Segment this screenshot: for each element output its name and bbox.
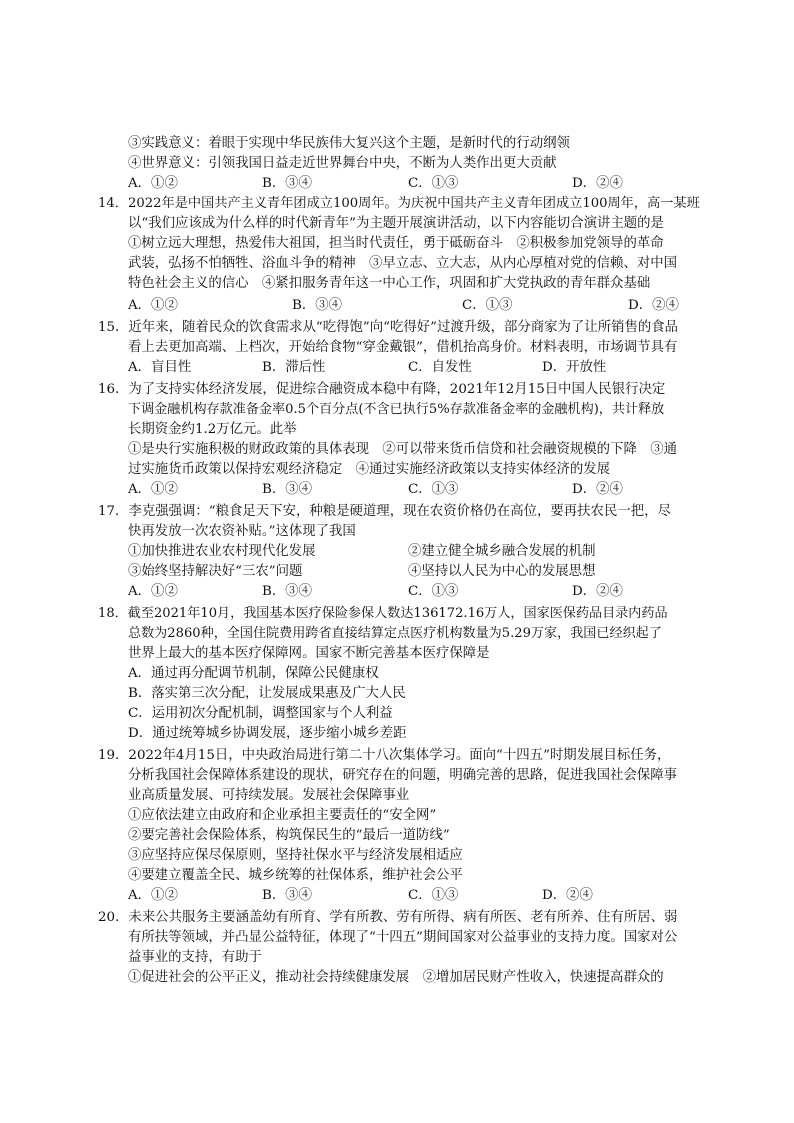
q19-line-2: 分析我国社会保障体系建设的现状，研究存在的问题，明确完善的思路，促进我国社会保障事 bbox=[128, 768, 678, 783]
q19-option-d: D．②④ bbox=[542, 888, 593, 903]
q14-option-a: A．①② bbox=[128, 298, 178, 313]
q15-line-2: 看上去更加高端、上档次，开始给食物“穿金戴银”，借机抬高身价。材料表明，市场调节具有 bbox=[128, 340, 678, 355]
q14-line-4: 武装，弘扬不怕牺牲、浴血斗争的精神 ③早立志、立大志，从内心厚植对党的信赖、对中国 bbox=[128, 256, 678, 271]
q17-option-d: D．②④ bbox=[572, 584, 623, 599]
q18-option-a: A．通过再分配调节机制，保障公民健康权 bbox=[128, 666, 379, 681]
q20-line-4: ①促进社会的公平正义，推动社会持续健康发展 ②增加居民财产性收入，快速提高群众的 bbox=[128, 970, 664, 985]
q17-option-a: A．①② bbox=[128, 584, 178, 599]
q14-option-c: C．①③ bbox=[462, 298, 513, 313]
q13-option-b: B．③④ bbox=[262, 176, 313, 191]
q13-statement-3: ③实践意义：着眼于实现中华民族伟大复兴这个主题，是新时代的行动纲领 bbox=[128, 136, 570, 151]
q13-option-a: A．①② bbox=[128, 176, 178, 191]
q19-option-a: A．①② bbox=[128, 888, 178, 903]
q16-option-a: A．①② bbox=[128, 482, 178, 497]
q19-line-3: 业高质量发展、可持续发展。发展社会保障事业 bbox=[128, 788, 410, 803]
q17-option-c: C．①③ bbox=[408, 584, 459, 599]
q17-statement-1: ①加快推进农业农村现代化发展 bbox=[128, 544, 316, 559]
q19-option-c: C．①③ bbox=[408, 888, 459, 903]
q18-line-1: 18．截至2021年10月，我国基本医疗保险参保人数达136172.16万人，国家医保药品目录内药品 bbox=[98, 606, 668, 621]
q19-statement-1: ①应依法建立由政府和企业承担主要责任的“安全网” bbox=[128, 808, 437, 823]
q14-line-5: 特色社会主义的信心 ④紧扣服务青年这一中心工作，巩固和扩大党执政的青年群众基础 bbox=[128, 276, 651, 291]
q15-option-d: D．开放性 bbox=[542, 360, 607, 375]
q14-line-1: 14．2022年是中国共产主义青年团成立100周年。为庆祝中国共产主义青年团成立100周年，高一某班 bbox=[98, 196, 700, 211]
q13-option-c: C．①③ bbox=[408, 176, 459, 191]
q14-option-d: D．②④ bbox=[628, 298, 679, 313]
q16-line-5: 过实施货币政策以保持宏观经济稳定 ④通过实施经济政策以支持实体经济的发展 bbox=[128, 462, 611, 477]
q14-option-b: B．③④ bbox=[292, 298, 343, 313]
q20-line-3: 益事业的支持，有助于 bbox=[128, 950, 262, 965]
q16-line-1: 16．为了支持实体经济发展，促进综合融资成本稳中有降，2021年12月15日中国人民银行决定 bbox=[98, 382, 666, 397]
q15-option-b: B．滞后性 bbox=[262, 360, 326, 375]
q16-line-3: 长期资金约1.2万亿元。此举 bbox=[128, 422, 297, 437]
q15-option-c: C．自发性 bbox=[408, 360, 472, 375]
q16-line-2: 下调金融机构存款准备金率0.5个百分点(不含已执行5%存款准备金率的金融机构)，共计释放 bbox=[128, 402, 665, 417]
q18-option-d: D．通过统筹城乡协调发展，逐步缩小城乡差距 bbox=[128, 726, 407, 741]
q18-line-2: 总数为2860种，全国住院费用跨省直接结算定点医疗机构数量为5.29万家，我国已经织起了 bbox=[128, 626, 662, 641]
q13-statement-4: ④世界意义：引领我国日益走近世界舞台中央，不断为人类作出更大贡献 bbox=[128, 156, 557, 171]
q14-line-2: 以“我们应该成为什么样的时代新青年”为主题开展演讲活动，以下内容能切合演讲主题的是 bbox=[128, 216, 664, 231]
q16-option-d: D．②④ bbox=[572, 482, 623, 497]
q15-line-1: 15．近年来，随着民众的饮食需求从“吃得饱”向“吃得好”过渡升级，部分商家为了让所销售的食品 bbox=[98, 320, 679, 335]
q19-line-1: 19．2022年4月15日，中央政治局进行第二十八次集体学习。面向“十四五”时期发展目标任务， bbox=[98, 748, 671, 763]
q17-statement-4: ④坚持以人民为中心的发展思想 bbox=[408, 564, 596, 579]
q16-option-b: B．③④ bbox=[262, 482, 313, 497]
q17-statement-2: ②建立健全城乡融合发展的机制 bbox=[408, 544, 596, 559]
q19-statement-4: ④要建立覆盖全民、城乡统筹的社保体系，维护社会公平 bbox=[128, 868, 463, 883]
q18-option-b: B．落实第三次分配，让发展成果惠及广大人民 bbox=[128, 686, 406, 701]
q17-option-b: B．③④ bbox=[262, 584, 313, 599]
q20-line-2: 有所扶等领域，并凸显公益特征，体现了“十四五”期间国家对公益事业的支持力度。国家对公 bbox=[128, 930, 678, 945]
q16-line-4: ①是央行实施积极的财政政策的具体表现 ②可以带来货币信贷和社会融资规模的下降 ③通 bbox=[128, 442, 678, 457]
q19-statement-3: ③应坚持应保尽保原则，坚持社保水平与经济发展相适应 bbox=[128, 848, 463, 863]
q19-option-b: B．③④ bbox=[262, 888, 313, 903]
q17-statement-3: ③始终坚持解决好“三农”问题 bbox=[128, 564, 303, 579]
q16-option-c: C．①③ bbox=[408, 482, 459, 497]
q18-option-c: C．运用初次分配机制，调整国家与个人利益 bbox=[128, 706, 393, 721]
q17-line-2: 快再发放一次农资补贴。”这体现了我国 bbox=[128, 524, 356, 539]
q17-line-1: 17．李克强强调：“粮食足天下安，种粮是硬道理，现在农资价格仍在高位，要再扶农民一把，尽 bbox=[98, 504, 671, 519]
q18-line-3: 世界上最大的基本医疗保障网。国家不断完善基本医疗保障是 bbox=[128, 646, 490, 661]
q19-statement-2: ②要完善社会保险体系，构筑保民生的“最后一道防线” bbox=[128, 828, 450, 843]
q13-option-d: D．②④ bbox=[572, 176, 623, 191]
q15-option-a: A．盲目性 bbox=[128, 360, 192, 375]
q20-line-1: 20．未来公共服务主要涵盖幼有所育、学有所教、劳有所得、病有所医、老有所养、住有所居、弱 bbox=[98, 910, 678, 925]
q14-line-3: ①树立远大理想，热爱伟大祖国，担当时代责任，勇于砥砺奋斗 ②积极参加党领导的革命 bbox=[128, 236, 664, 251]
